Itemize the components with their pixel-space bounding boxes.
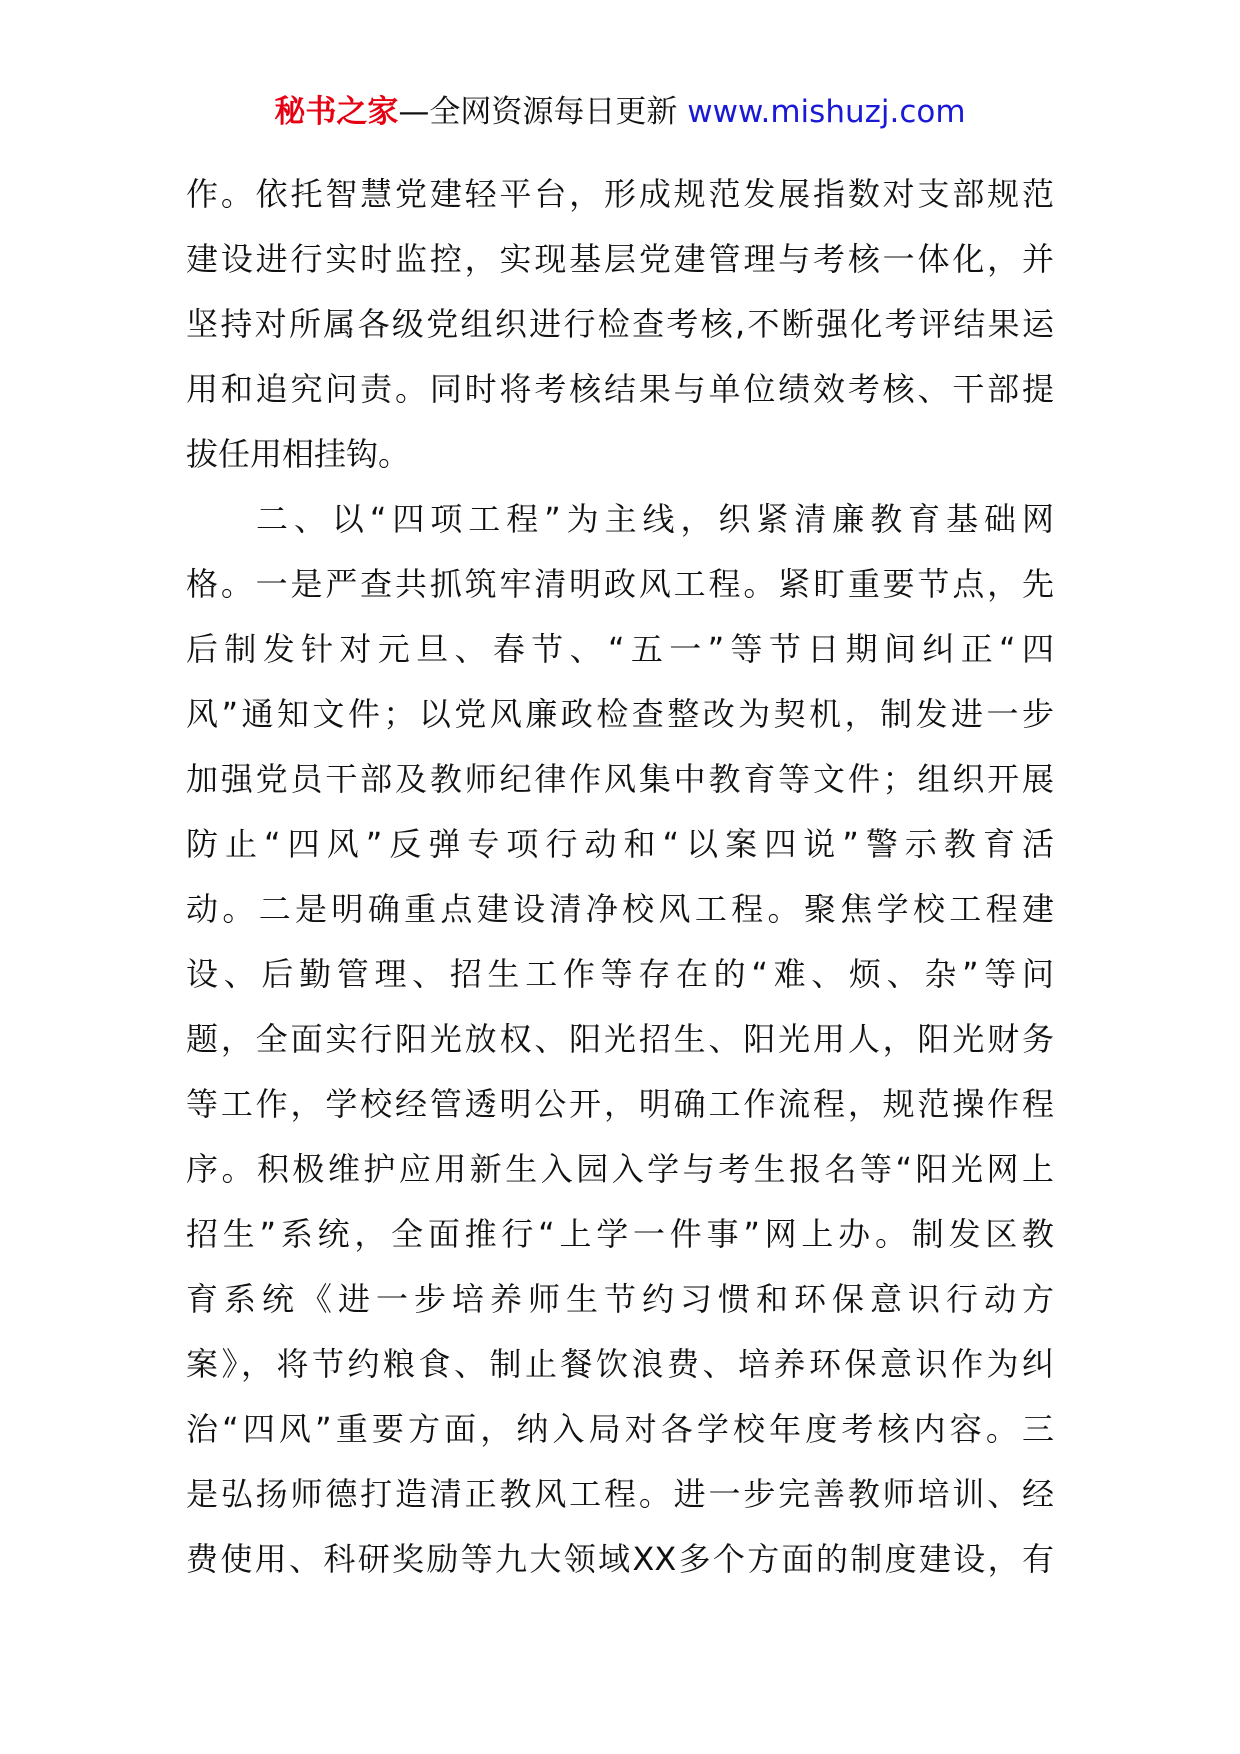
text-line: 后制发针对元旦、春节、“五一”等节日期间纠正“四 — [186, 630, 1054, 668]
text-line: 育系统《进一步培养师生节约习惯和环保意识行动方 — [186, 1280, 1054, 1318]
text-line: 加强党员干部及教师纪律作风集中教育等文件；组织开展 — [186, 760, 1054, 798]
text-line: 建设进行实时监控，实现基层党建管理与考核一体化，并 — [186, 240, 1054, 278]
text-line: 治“四风”重要方面，纳入局对各学校年度考核内容。三 — [186, 1410, 1054, 1448]
page-header — [0, 92, 1240, 132]
document-body — [186, 162, 1054, 1592]
text-line: 坚持对所属各级党组织进行检查考核,不断强化考评结果运 — [186, 305, 1054, 343]
section-heading-line: 二、以“四项工程”为主线，织紧清廉教育基础网 — [256, 500, 1054, 538]
text-line: 设、后勤管理、招生工作等存在的“难、烦、杂”等问 — [186, 955, 1054, 993]
brand-name: 秘书之家 — [274, 94, 399, 130]
text-line: 格。一是严查共抓筑牢清明政风工程。紧盯重要节点，先 — [186, 565, 1054, 603]
text-line: 等工作，学校经管透明公开，明确工作流程，规范操作程 — [186, 1085, 1054, 1123]
header-tagline: —全网资源每日更新 — [398, 94, 678, 130]
site-url-link[interactable]: www.mishuzj.com — [687, 94, 966, 130]
text-line: 题，全面实行阳光放权、阳光招生、阳光用人，阳光财务 — [186, 1020, 1054, 1058]
text-line: 防止“四风”反弹专项行动和“以案四说”警示教育活 — [186, 825, 1054, 863]
text-line: 拔任用相挂钩。 — [186, 435, 411, 473]
text-line: 风”通知文件；以党风廉政检查整改为契机，制发进一步 — [186, 695, 1054, 733]
text-line: 用和追究问责。同时将考核结果与单位绩效考核、干部提 — [186, 370, 1054, 408]
text-line: 动。二是明确重点建设清净校风工程。聚焦学校工程建 — [186, 890, 1054, 928]
text-line: 案》，将节约粮食、制止餐饮浪费、培养环保意识作为纠 — [186, 1345, 1054, 1383]
text-line: 招生”系统，全面推行“上学一件事”网上办。制发区教 — [186, 1215, 1054, 1253]
text-line: 序。积极维护应用新生入园入学与考生报名等“阳光网上 — [186, 1150, 1054, 1188]
text-line: 费使用、科研奖励等九大领域XX多个方面的制度建设，有 — [186, 1540, 1054, 1578]
text-line: 作。依托智慧党建轻平台，形成规范发展指数对支部规范 — [186, 175, 1054, 213]
text-line: 是弘扬师德打造清正教风工程。进一步完善教师培训、经 — [186, 1475, 1054, 1513]
